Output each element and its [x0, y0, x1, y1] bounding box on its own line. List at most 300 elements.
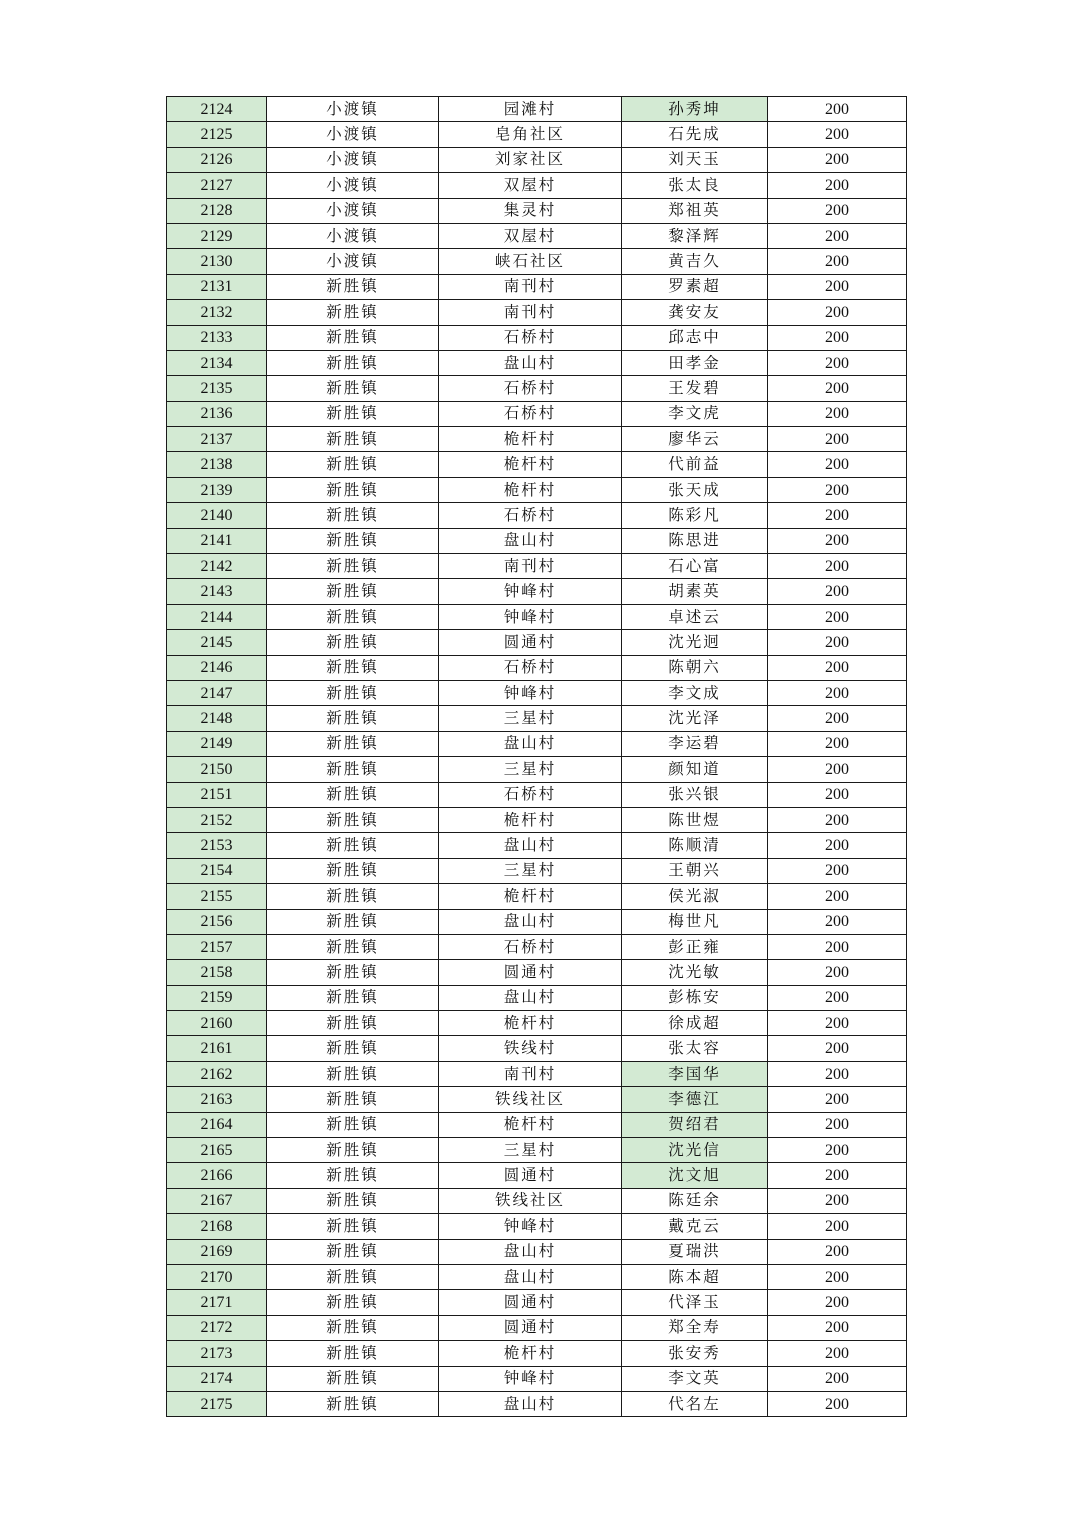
table-row	[167, 1188, 907, 1213]
town-cell: 小渡镇	[267, 147, 439, 172]
table-row	[167, 554, 907, 579]
amount-cell: 200	[768, 274, 907, 299]
village-cell: 圆通村	[439, 1290, 622, 1315]
town-cell: 新胜镇	[267, 1112, 439, 1137]
table-row	[167, 401, 907, 426]
table-row	[167, 376, 907, 401]
town-cell: 新胜镇	[267, 401, 439, 426]
person-name-cell: 彭正雍	[622, 934, 768, 959]
town-cell: 新胜镇	[267, 1264, 439, 1289]
table-row	[167, 858, 907, 883]
person-name-cell: 郑祖英	[622, 198, 768, 223]
amount-cell: 200	[768, 579, 907, 604]
person-name-cell: 陈世煜	[622, 807, 768, 832]
town-cell: 新胜镇	[267, 731, 439, 756]
table-row	[167, 833, 907, 858]
row-number: 2165	[167, 1138, 267, 1163]
row-number: 2130	[167, 249, 267, 274]
town-cell: 新胜镇	[267, 452, 439, 477]
amount-cell: 200	[768, 934, 907, 959]
row-number: 2150	[167, 757, 267, 782]
person-name-cell: 李文英	[622, 1366, 768, 1391]
table-row	[167, 427, 907, 452]
village-cell: 铁线社区	[439, 1188, 622, 1213]
table-row	[167, 1341, 907, 1366]
town-cell: 新胜镇	[267, 300, 439, 325]
town-cell: 小渡镇	[267, 122, 439, 147]
village-cell: 三星村	[439, 858, 622, 883]
roster-body	[167, 97, 907, 1417]
table-row	[167, 1239, 907, 1264]
amount-cell: 200	[768, 858, 907, 883]
person-name-cell: 沈光泽	[622, 706, 768, 731]
table-row	[167, 198, 907, 223]
town-cell: 新胜镇	[267, 1011, 439, 1036]
person-name-cell: 李文成	[622, 680, 768, 705]
village-cell: 圆通村	[439, 1315, 622, 1340]
row-number: 2143	[167, 579, 267, 604]
town-cell: 新胜镇	[267, 1290, 439, 1315]
person-name-cell: 李运碧	[622, 731, 768, 756]
town-cell: 小渡镇	[267, 249, 439, 274]
row-number: 2156	[167, 909, 267, 934]
table-row	[167, 1290, 907, 1315]
table-row	[167, 731, 907, 756]
person-name-cell: 张太容	[622, 1036, 768, 1061]
village-cell: 桅杆村	[439, 807, 622, 832]
table-row	[167, 782, 907, 807]
village-cell: 三星村	[439, 1138, 622, 1163]
town-cell: 新胜镇	[267, 782, 439, 807]
row-number: 2149	[167, 731, 267, 756]
village-cell: 钟峰村	[439, 604, 622, 629]
village-cell: 南刊村	[439, 554, 622, 579]
amount-cell: 200	[768, 1290, 907, 1315]
village-cell: 圆通村	[439, 1163, 622, 1188]
village-cell: 铁线村	[439, 1036, 622, 1061]
row-number: 2155	[167, 884, 267, 909]
table-row	[167, 452, 907, 477]
amount-cell: 200	[768, 350, 907, 375]
table-row	[167, 223, 907, 248]
table-row	[167, 680, 907, 705]
town-cell: 新胜镇	[267, 884, 439, 909]
row-number: 2140	[167, 503, 267, 528]
person-name-cell: 沈光迥	[622, 630, 768, 655]
table-row	[167, 1163, 907, 1188]
table-row	[167, 274, 907, 299]
row-number: 2157	[167, 934, 267, 959]
person-name-cell: 代泽玉	[622, 1290, 768, 1315]
person-name-cell: 颜知道	[622, 757, 768, 782]
village-cell: 桅杆村	[439, 884, 622, 909]
table-row	[167, 1112, 907, 1137]
table-row	[167, 97, 907, 122]
table-row	[167, 1011, 907, 1036]
table-row	[167, 173, 907, 198]
amount-cell: 200	[768, 960, 907, 985]
table-row	[167, 706, 907, 731]
person-name-cell: 胡素英	[622, 579, 768, 604]
amount-cell: 200	[768, 173, 907, 198]
subsidy-roster-table	[166, 96, 907, 1417]
person-name-cell: 李文虎	[622, 401, 768, 426]
person-name-cell: 张兴银	[622, 782, 768, 807]
row-number: 2129	[167, 223, 267, 248]
row-number: 2136	[167, 401, 267, 426]
row-number: 2134	[167, 350, 267, 375]
village-cell: 盘山村	[439, 350, 622, 375]
table-row	[167, 909, 907, 934]
town-cell: 新胜镇	[267, 477, 439, 502]
table-row	[167, 1366, 907, 1391]
town-cell: 新胜镇	[267, 1188, 439, 1213]
amount-cell: 200	[768, 757, 907, 782]
village-cell: 石桥村	[439, 325, 622, 350]
person-name-cell: 郑全寿	[622, 1315, 768, 1340]
village-cell: 盘山村	[439, 909, 622, 934]
amount-cell: 200	[768, 223, 907, 248]
amount-cell: 200	[768, 300, 907, 325]
amount-cell: 200	[768, 1163, 907, 1188]
table-row	[167, 934, 907, 959]
town-cell: 新胜镇	[267, 934, 439, 959]
village-cell: 双屋村	[439, 223, 622, 248]
amount-cell: 200	[768, 147, 907, 172]
town-cell: 新胜镇	[267, 706, 439, 731]
town-cell: 新胜镇	[267, 1239, 439, 1264]
row-number: 2166	[167, 1163, 267, 1188]
town-cell: 新胜镇	[267, 858, 439, 883]
row-number: 2170	[167, 1264, 267, 1289]
person-name-cell: 贺绍君	[622, 1112, 768, 1137]
row-number: 2144	[167, 604, 267, 629]
town-cell: 新胜镇	[267, 1036, 439, 1061]
amount-cell: 200	[768, 1036, 907, 1061]
person-name-cell: 沈文旭	[622, 1163, 768, 1188]
village-cell: 盘山村	[439, 1239, 622, 1264]
table-row	[167, 960, 907, 985]
person-name-cell: 陈朝六	[622, 655, 768, 680]
person-name-cell: 戴克云	[622, 1214, 768, 1239]
table-row	[167, 147, 907, 172]
row-number: 2131	[167, 274, 267, 299]
row-number: 2126	[167, 147, 267, 172]
amount-cell: 200	[768, 427, 907, 452]
amount-cell: 200	[768, 554, 907, 579]
town-cell: 新胜镇	[267, 960, 439, 985]
village-cell: 刘家社区	[439, 147, 622, 172]
village-cell: 石桥村	[439, 401, 622, 426]
row-number: 2169	[167, 1239, 267, 1264]
amount-cell: 200	[768, 1391, 907, 1416]
village-cell: 钟峰村	[439, 579, 622, 604]
table-row	[167, 1264, 907, 1289]
village-cell: 桅杆村	[439, 452, 622, 477]
village-cell: 南刊村	[439, 300, 622, 325]
amount-cell: 200	[768, 249, 907, 274]
person-name-cell: 罗素超	[622, 274, 768, 299]
person-name-cell: 田孝金	[622, 350, 768, 375]
table-row	[167, 350, 907, 375]
town-cell: 小渡镇	[267, 198, 439, 223]
town-cell: 小渡镇	[267, 173, 439, 198]
village-cell: 圆通村	[439, 960, 622, 985]
row-number: 2175	[167, 1391, 267, 1416]
row-number: 2142	[167, 554, 267, 579]
village-cell: 桅杆村	[439, 1341, 622, 1366]
person-name-cell: 沈光敏	[622, 960, 768, 985]
amount-cell: 200	[768, 706, 907, 731]
row-number: 2127	[167, 173, 267, 198]
row-number: 2162	[167, 1061, 267, 1086]
row-number: 2168	[167, 1214, 267, 1239]
town-cell: 新胜镇	[267, 655, 439, 680]
person-name-cell: 侯光淑	[622, 884, 768, 909]
village-cell: 三星村	[439, 757, 622, 782]
amount-cell: 200	[768, 909, 907, 934]
village-cell: 盘山村	[439, 833, 622, 858]
village-cell: 石桥村	[439, 503, 622, 528]
town-cell: 新胜镇	[267, 325, 439, 350]
row-number: 2138	[167, 452, 267, 477]
village-cell: 桅杆村	[439, 427, 622, 452]
village-cell: 钟峰村	[439, 1214, 622, 1239]
village-cell: 盘山村	[439, 985, 622, 1010]
row-number: 2148	[167, 706, 267, 731]
person-name-cell: 廖华云	[622, 427, 768, 452]
person-name-cell: 李德江	[622, 1087, 768, 1112]
row-number: 2164	[167, 1112, 267, 1137]
person-name-cell: 王发碧	[622, 376, 768, 401]
village-cell: 桅杆村	[439, 1011, 622, 1036]
village-cell: 盘山村	[439, 731, 622, 756]
table-row	[167, 655, 907, 680]
amount-cell: 200	[768, 731, 907, 756]
row-number: 2145	[167, 630, 267, 655]
row-number: 2132	[167, 300, 267, 325]
person-name-cell: 代前益	[622, 452, 768, 477]
amount-cell: 200	[768, 1112, 907, 1137]
amount-cell: 200	[768, 782, 907, 807]
person-name-cell: 彭栋安	[622, 985, 768, 1010]
town-cell: 新胜镇	[267, 630, 439, 655]
table-row	[167, 985, 907, 1010]
person-name-cell: 石先成	[622, 122, 768, 147]
amount-cell: 200	[768, 528, 907, 553]
row-number: 2135	[167, 376, 267, 401]
person-name-cell: 刘天玉	[622, 147, 768, 172]
amount-cell: 200	[768, 325, 907, 350]
amount-cell: 200	[768, 884, 907, 909]
village-cell: 石桥村	[439, 376, 622, 401]
town-cell: 新胜镇	[267, 1391, 439, 1416]
row-number: 2154	[167, 858, 267, 883]
table-row	[167, 1087, 907, 1112]
person-name-cell: 陈本超	[622, 1264, 768, 1289]
village-cell: 圆通村	[439, 630, 622, 655]
amount-cell: 200	[768, 630, 907, 655]
table-row	[167, 579, 907, 604]
table-row	[167, 300, 907, 325]
village-cell: 桅杆村	[439, 1112, 622, 1137]
amount-cell: 200	[768, 122, 907, 147]
person-name-cell: 卓述云	[622, 604, 768, 629]
town-cell: 新胜镇	[267, 909, 439, 934]
town-cell: 新胜镇	[267, 1366, 439, 1391]
amount-cell: 200	[768, 97, 907, 122]
village-cell: 盘山村	[439, 1391, 622, 1416]
amount-cell: 200	[768, 1214, 907, 1239]
table-row	[167, 122, 907, 147]
row-number: 2128	[167, 198, 267, 223]
amount-cell: 200	[768, 833, 907, 858]
person-name-cell: 张天成	[622, 477, 768, 502]
table-row	[167, 503, 907, 528]
village-cell: 南刊村	[439, 274, 622, 299]
row-number: 2172	[167, 1315, 267, 1340]
person-name-cell: 黎泽辉	[622, 223, 768, 248]
row-number: 2160	[167, 1011, 267, 1036]
row-number: 2137	[167, 427, 267, 452]
person-name-cell: 陈廷余	[622, 1188, 768, 1213]
town-cell: 新胜镇	[267, 1061, 439, 1086]
table-row	[167, 1391, 907, 1416]
town-cell: 新胜镇	[267, 1163, 439, 1188]
row-number: 2159	[167, 985, 267, 1010]
town-cell: 小渡镇	[267, 223, 439, 248]
row-number: 2161	[167, 1036, 267, 1061]
amount-cell: 200	[768, 1239, 907, 1264]
person-name-cell: 梅世凡	[622, 909, 768, 934]
amount-cell: 200	[768, 452, 907, 477]
village-cell: 钟峰村	[439, 1366, 622, 1391]
person-name-cell: 沈光信	[622, 1138, 768, 1163]
person-name-cell: 张安秀	[622, 1341, 768, 1366]
village-cell: 石桥村	[439, 782, 622, 807]
town-cell: 新胜镇	[267, 985, 439, 1010]
village-cell: 桅杆村	[439, 477, 622, 502]
town-cell: 新胜镇	[267, 554, 439, 579]
village-cell: 盘山村	[439, 528, 622, 553]
row-number: 2151	[167, 782, 267, 807]
person-name-cell: 夏瑞洪	[622, 1239, 768, 1264]
table-row	[167, 604, 907, 629]
amount-cell: 200	[768, 1366, 907, 1391]
table-row	[167, 757, 907, 782]
village-cell: 集灵村	[439, 198, 622, 223]
row-number: 2125	[167, 122, 267, 147]
town-cell: 新胜镇	[267, 350, 439, 375]
row-number: 2167	[167, 1188, 267, 1213]
amount-cell: 200	[768, 1188, 907, 1213]
row-number: 2147	[167, 680, 267, 705]
village-cell: 南刊村	[439, 1061, 622, 1086]
amount-cell: 200	[768, 376, 907, 401]
village-cell: 皂角社区	[439, 122, 622, 147]
amount-cell: 200	[768, 807, 907, 832]
row-number: 2173	[167, 1341, 267, 1366]
village-cell: 双屋村	[439, 173, 622, 198]
table-row	[167, 1138, 907, 1163]
amount-cell: 200	[768, 1061, 907, 1086]
village-cell: 三星村	[439, 706, 622, 731]
person-name-cell: 徐成超	[622, 1011, 768, 1036]
village-cell: 铁线社区	[439, 1087, 622, 1112]
village-cell: 钟峰村	[439, 680, 622, 705]
person-name-cell: 龚安友	[622, 300, 768, 325]
table-row	[167, 807, 907, 832]
table-row	[167, 1061, 907, 1086]
amount-cell: 200	[768, 401, 907, 426]
town-cell: 小渡镇	[267, 97, 439, 122]
town-cell: 新胜镇	[267, 376, 439, 401]
town-cell: 新胜镇	[267, 1138, 439, 1163]
village-cell: 园滩村	[439, 97, 622, 122]
row-number: 2146	[167, 655, 267, 680]
person-name-cell: 石心富	[622, 554, 768, 579]
row-number: 2139	[167, 477, 267, 502]
person-name-cell: 代名左	[622, 1391, 768, 1416]
person-name-cell: 陈顺清	[622, 833, 768, 858]
table-row	[167, 884, 907, 909]
amount-cell: 200	[768, 198, 907, 223]
village-cell: 盘山村	[439, 1264, 622, 1289]
table-row	[167, 477, 907, 502]
person-name-cell: 陈彩凡	[622, 503, 768, 528]
row-number: 2141	[167, 528, 267, 553]
village-cell: 石桥村	[439, 934, 622, 959]
town-cell: 新胜镇	[267, 503, 439, 528]
row-number: 2152	[167, 807, 267, 832]
table-row	[167, 1315, 907, 1340]
table-row	[167, 325, 907, 350]
town-cell: 新胜镇	[267, 604, 439, 629]
table-row	[167, 528, 907, 553]
table-row	[167, 1214, 907, 1239]
person-name-cell: 孙秀坤	[622, 97, 768, 122]
amount-cell: 200	[768, 1087, 907, 1112]
amount-cell: 200	[768, 1315, 907, 1340]
town-cell: 新胜镇	[267, 579, 439, 604]
amount-cell: 200	[768, 604, 907, 629]
town-cell: 新胜镇	[267, 807, 439, 832]
town-cell: 新胜镇	[267, 680, 439, 705]
amount-cell: 200	[768, 985, 907, 1010]
table-row	[167, 1036, 907, 1061]
town-cell: 新胜镇	[267, 427, 439, 452]
row-number: 2133	[167, 325, 267, 350]
table-row	[167, 630, 907, 655]
amount-cell: 200	[768, 680, 907, 705]
person-name-cell: 黄吉久	[622, 249, 768, 274]
amount-cell: 200	[768, 1138, 907, 1163]
village-cell: 峡石社区	[439, 249, 622, 274]
person-name-cell: 王朝兴	[622, 858, 768, 883]
amount-cell: 200	[768, 1264, 907, 1289]
person-name-cell: 李国华	[622, 1061, 768, 1086]
town-cell: 新胜镇	[267, 528, 439, 553]
amount-cell: 200	[768, 1341, 907, 1366]
person-name-cell: 邱志中	[622, 325, 768, 350]
row-number: 2174	[167, 1366, 267, 1391]
amount-cell: 200	[768, 477, 907, 502]
town-cell: 新胜镇	[267, 757, 439, 782]
row-number: 2163	[167, 1087, 267, 1112]
town-cell: 新胜镇	[267, 1214, 439, 1239]
town-cell: 新胜镇	[267, 833, 439, 858]
town-cell: 新胜镇	[267, 1315, 439, 1340]
